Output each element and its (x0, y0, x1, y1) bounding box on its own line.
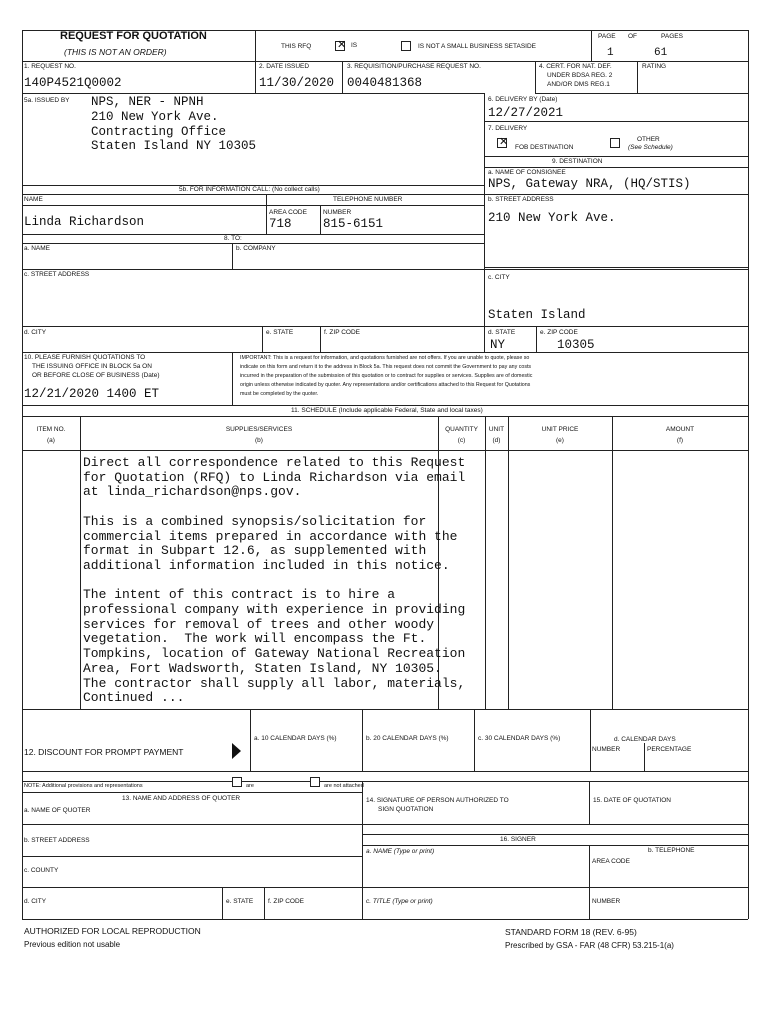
page-label: PAGE (598, 33, 616, 40)
important-line: origin unless otherwise indicated by quoter. Any representations and/or certifications attached to this Request for Quotations (240, 382, 531, 388)
request-no-label: 1. REQUEST NO. (24, 63, 76, 70)
footer-left-1: AUTHORIZED FOR LOCAL REPRODUCTION (24, 926, 201, 936)
of-label: OF (628, 33, 638, 40)
important-line: indicate on this form and return it to the address in Block 5a. This request does not commit the Government to pay any costs (240, 364, 532, 370)
other-label: OTHER (637, 136, 660, 143)
dest-state-value: NY (490, 338, 506, 352)
footer-right-2: Prescribed by GSA - FAR (48 CFR) 53.215-1(a) (505, 941, 674, 950)
discount-10-label: a. 10 CALENDAR DAYS (%) (254, 735, 337, 742)
form-subtitle: (THIS IS NOT AN ORDER) (64, 47, 167, 57)
other-note: (See Schedule) (628, 144, 673, 151)
signer-title-label: c. TITLE (Type or print) (366, 898, 433, 905)
note-label: NOTE: Additional provisions and representations (24, 783, 143, 789)
cert-label-1: 4. CERT. FOR NAT. DEF. (539, 63, 612, 70)
issued-by-line: Contracting Office (91, 125, 227, 139)
delivery-label: 7. DELIVERY (488, 125, 528, 132)
area-code-value: 718 (269, 217, 292, 231)
col-unit: UNIT (488, 426, 505, 433)
signature-label-2: SIGN QUOTATION (378, 806, 434, 813)
to-name-label: a. NAME (24, 245, 51, 252)
calendar-days-label: d. CALENDAR DAYS (614, 736, 676, 743)
form-title: REQUEST FOR QUOTATION (60, 30, 207, 42)
delivery-by-label: 6. DELIVERY BY (Date) (488, 96, 558, 103)
important-line: must be completed by the quoter. (240, 391, 319, 397)
name-label: NAME (24, 196, 43, 203)
quoter-block-label: 13. NAME AND ADDRESS OF QUOTER (122, 795, 241, 802)
signer-area-code-label: AREA CODE (592, 858, 630, 865)
signature-label-1: 14. SIGNATURE OF PERSON AUTHORIZED TO (366, 797, 509, 804)
quoter-state-label: e. STATE (226, 898, 254, 905)
dest-city-label: c. CITY (488, 274, 510, 281)
discount-20-label: b. 20 CALENDAR DAYS (%) (366, 735, 449, 742)
important-line: incurred in the preparation of the submission of this quotation or to contract for supplies or services. Supplies are of domestic (240, 373, 533, 379)
quote-due-label-3: OR BEFORE CLOSE OF BUSINESS (Date) (32, 372, 160, 379)
quote-due-label-1: 10. PLEASE FURNISH QUOTATIONS TO (24, 354, 146, 361)
is-label: IS (351, 42, 358, 49)
signer-telephone-label: b. TELEPHONE (648, 847, 695, 854)
check-x-icon: ✕ (337, 38, 347, 51)
is-not-label: IS NOT A SMALL BUSINESS SETASIDE (418, 43, 537, 50)
fob-destination-label: FOB DESTINATION (515, 144, 574, 151)
discount-percentage-label: PERCENTAGE (647, 746, 692, 753)
col-quantity-sub: (c) (457, 437, 466, 444)
discount-arrow-icon (232, 743, 241, 759)
date-issued-label: 2. DATE ISSUED (259, 63, 310, 70)
telephone-label: TELEPHONE NUMBER (333, 196, 403, 203)
fob-destination-checkbox[interactable] (497, 135, 509, 148)
quote-due-label-2: THE ISSUING OFFICE IN BLOCK 5a ON (32, 363, 152, 370)
issued-by-line: NPS, NER - NPNH (91, 95, 204, 109)
contact-name: Linda Richardson (24, 215, 145, 229)
quoter-county-label: c. COUNTY (24, 867, 59, 874)
destination-label: 9. DESTINATION (552, 158, 603, 165)
col-supplies: SUPPLIES/SERVICES (225, 426, 293, 433)
number-label: NUMBER (323, 209, 352, 216)
date-of-quotation-label: 15. DATE OF QUOTATION (593, 797, 672, 804)
date-issued-value: 11/30/2020 (259, 76, 335, 90)
to-street-label: c. STREET ADDRESS (24, 271, 90, 278)
discount-label: 12. DISCOUNT FOR PROMPT PAYMENT (24, 747, 184, 757)
other-delivery-checkbox[interactable] (610, 138, 620, 148)
provisions-are-checkbox[interactable] (232, 777, 242, 787)
pages-label: PAGES (661, 33, 683, 40)
signer-number-label: NUMBER (592, 898, 621, 905)
to-label: 8. TO: (224, 235, 242, 242)
pages-total: 61 (654, 47, 668, 59)
important-line: IMPORTANT: This is a request for information, and quotations furnished are not offers. If you are unable to quote, please so (240, 355, 530, 361)
col-unit-price: UNIT PRICE (541, 426, 579, 433)
schedule-description: Direct all correspondence related to this Request for Quotation (RFQ) to Linda Richardson via email at linda_richardson@nps.gov. This is a combined synopsis/solicitation for commercial items prepared in accordance with the format in Subpart 12.6, as supplemented with additional information included in this notice. The intent of this contract is to hire a professional company with experience in providing services for removal of trees and other woody vegetation. The work will encompass the Ft. Tompkins, location of Gateway National Recreation Area, Fort Wadsworth, Staten Island, NY 10305. The contractor shall supply all labor, materials, Continued ... (83, 455, 466, 706)
schedule-title: 11. SCHEDULE (Include applicable Federal, State and local taxes) (291, 407, 483, 414)
col-amount: AMOUNT (665, 426, 695, 433)
cert-label-2: UNDER BDSA REG. 2 (547, 72, 613, 79)
discount-30-label: c. 30 CALENDAR DAYS (%) (478, 735, 561, 742)
footer-left-2: Previous edition not usable (24, 940, 121, 949)
to-city-label: d. CITY (24, 329, 47, 336)
to-zip-label: f. ZIP CODE (324, 329, 360, 336)
phone-number-value: 815-6151 (323, 217, 384, 231)
col-item-no-sub: (a) (47, 437, 55, 444)
provisions-are-not-checkbox[interactable] (310, 777, 320, 787)
dest-state-label: d. STATE (488, 329, 516, 336)
quoter-zip-label: f. ZIP CODE (268, 898, 304, 905)
quoter-name-label: a. NAME OF QUOTER (24, 807, 91, 814)
quote-due-value: 12/21/2020 1400 ET (24, 387, 160, 401)
to-company-label: b. COMPANY (236, 245, 276, 252)
consignee-value: NPS, Gateway NRA, (HQ/STIS) (488, 177, 691, 191)
col-amount-sub: (f) (676, 437, 684, 444)
col-item-no: ITEM NO. (36, 426, 66, 433)
quoter-city-label: d. CITY (24, 898, 47, 905)
col-unit-sub: (d) (492, 437, 501, 444)
col-quantity: QUANTITY (445, 426, 478, 433)
discount-number-label: NUMBER (592, 746, 621, 753)
issued-by-label: 5a. ISSUED BY (24, 97, 70, 104)
page-number: 1 (607, 47, 614, 59)
provisions-are-label: are (246, 783, 254, 789)
issued-by-line: Staten Island NY 10305 (91, 139, 257, 153)
footer-right-1: STANDARD FORM 18 (REV. 6-95) (505, 927, 637, 937)
quoter-street-label: b. STREET ADDRESS (24, 837, 90, 844)
provisions-are-not-label: are not attached (324, 783, 364, 789)
area-code-label: AREA CODE (269, 209, 307, 216)
requisition-value: 0040481368 (347, 76, 423, 90)
request-no-value: 140P4521Q0002 (24, 76, 122, 90)
dest-street-value: 210 New York Ave. (488, 211, 616, 225)
dest-city-value: Staten Island (488, 308, 586, 322)
to-state-label: e. STATE (266, 329, 294, 336)
is-small-business-checkbox[interactable] (335, 38, 347, 51)
dest-zip-value: 10305 (557, 338, 595, 352)
issued-by-line: 210 New York Ave. (91, 110, 219, 124)
delivery-by-value: 12/27/2021 (488, 106, 564, 120)
consignee-label: a. NAME OF CONSIGNEE (488, 169, 566, 176)
cert-label-3: AND/OR DMS REG.1 (547, 81, 610, 88)
col-unit-price-sub: (e) (556, 437, 564, 444)
requisition-label: 3. REQUISITION/PURCHASE REQUEST NO. (347, 63, 481, 70)
dest-street-label: b. STREET ADDRESS (488, 196, 554, 203)
is-not-small-business-checkbox[interactable] (401, 41, 411, 51)
this-rfq-label: THIS RFQ (281, 43, 312, 50)
col-supplies-sub: (b) (255, 437, 263, 444)
rating-label: RATING (642, 63, 667, 70)
signer-name-label: a. NAME (Type or print) (366, 848, 435, 855)
dest-zip-label: e. ZIP CODE (540, 329, 578, 336)
info-call-label: 5b. FOR INFORMATION CALL: (No collect calls) (179, 186, 320, 193)
signer-label: 16. SIGNER (500, 836, 536, 843)
check-x-icon: ✕ (499, 135, 509, 148)
